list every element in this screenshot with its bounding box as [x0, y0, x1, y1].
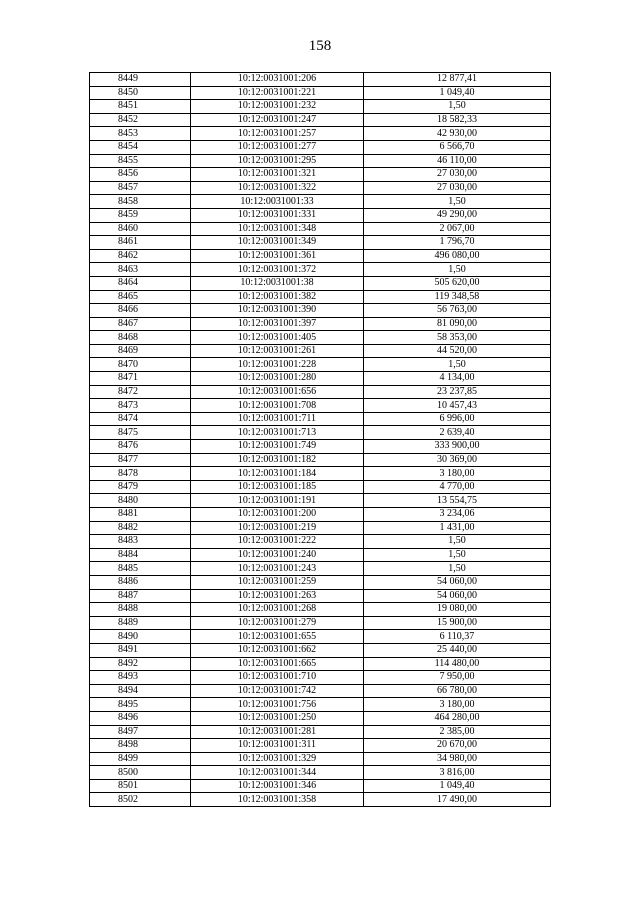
table-body	[90, 73, 551, 807]
table-row	[90, 440, 551, 454]
table-row	[90, 630, 551, 644]
value-cell: 3 816,00	[364, 766, 551, 780]
cadastral-number-cell: 10:12:0031001:221	[191, 86, 364, 100]
value-cell: 4 770,00	[364, 480, 551, 494]
value-cell: 496 080,00	[364, 249, 551, 263]
cadastral-number-cell: 10:12:0031001:33	[191, 195, 364, 209]
row-number-cell: 8454	[90, 140, 191, 154]
row-number-cell: 8474	[90, 412, 191, 426]
table-row	[90, 412, 551, 426]
table-row	[90, 711, 551, 725]
row-number-cell: 8459	[90, 208, 191, 222]
row-number-cell: 8483	[90, 535, 191, 549]
value-cell: 18 582,33	[364, 113, 551, 127]
value-cell: 1,50	[364, 263, 551, 277]
row-number-cell: 8492	[90, 657, 191, 671]
row-number-cell: 8488	[90, 603, 191, 617]
table-row	[90, 752, 551, 766]
row-number-cell: 8501	[90, 779, 191, 793]
table-row	[90, 793, 551, 807]
cadastral-number-cell: 10:12:0031001:344	[191, 766, 364, 780]
row-number-cell: 8468	[90, 331, 191, 345]
cadastral-number-cell: 10:12:0031001:397	[191, 317, 364, 331]
cadastral-number-cell: 10:12:0031001:182	[191, 453, 364, 467]
row-number-cell: 8477	[90, 453, 191, 467]
row-number-cell: 8451	[90, 100, 191, 114]
table-row	[90, 671, 551, 685]
table-row	[90, 236, 551, 250]
table-row	[90, 480, 551, 494]
cadastral-number-cell: 10:12:0031001:232	[191, 100, 364, 114]
value-cell: 6 110,37	[364, 630, 551, 644]
cadastral-number-cell: 10:12:0031001:240	[191, 548, 364, 562]
value-cell: 17 490,00	[364, 793, 551, 807]
value-cell: 12 877,41	[364, 73, 551, 87]
table-row	[90, 290, 551, 304]
cadastral-value-table	[89, 72, 551, 807]
cadastral-number-cell: 10:12:0031001:281	[191, 725, 364, 739]
cadastral-number-cell: 10:12:0031001:259	[191, 575, 364, 589]
value-cell: 114 480,00	[364, 657, 551, 671]
table-row	[90, 344, 551, 358]
value-cell: 7 950,00	[364, 671, 551, 685]
value-cell: 119 348,58	[364, 290, 551, 304]
row-number-cell: 8490	[90, 630, 191, 644]
cadastral-number-cell: 10:12:0031001:191	[191, 494, 364, 508]
cadastral-number-cell: 10:12:0031001:372	[191, 263, 364, 277]
row-number-cell: 8498	[90, 739, 191, 753]
cadastral-number-cell: 10:12:0031001:331	[191, 208, 364, 222]
table-row	[90, 562, 551, 576]
value-cell: 6 566,70	[364, 140, 551, 154]
row-number-cell: 8462	[90, 249, 191, 263]
table-row	[90, 208, 551, 222]
row-number-cell: 8495	[90, 698, 191, 712]
table-row	[90, 603, 551, 617]
table-row	[90, 684, 551, 698]
row-number-cell: 8496	[90, 711, 191, 725]
cadastral-number-cell: 10:12:0031001:349	[191, 236, 364, 250]
value-cell: 54 060,00	[364, 575, 551, 589]
value-cell: 81 090,00	[364, 317, 551, 331]
row-number-cell: 8493	[90, 671, 191, 685]
row-number-cell: 8502	[90, 793, 191, 807]
cadastral-number-cell: 10:12:0031001:361	[191, 249, 364, 263]
table-row	[90, 140, 551, 154]
cadastral-number-cell: 10:12:0031001:665	[191, 657, 364, 671]
cadastral-number-cell: 10:12:0031001:219	[191, 521, 364, 535]
row-number-cell: 8499	[90, 752, 191, 766]
value-cell: 1 431,00	[364, 521, 551, 535]
row-number-cell: 8461	[90, 236, 191, 250]
cadastral-number-cell: 10:12:0031001:277	[191, 140, 364, 154]
row-number-cell: 8500	[90, 766, 191, 780]
cadastral-number-cell: 10:12:0031001:322	[191, 181, 364, 195]
value-cell: 27 030,00	[364, 168, 551, 182]
row-number-cell: 8450	[90, 86, 191, 100]
table-row	[90, 127, 551, 141]
value-cell: 1,50	[364, 548, 551, 562]
row-number-cell: 8481	[90, 508, 191, 522]
row-number-cell: 8465	[90, 290, 191, 304]
row-number-cell: 8485	[90, 562, 191, 576]
cadastral-number-cell: 10:12:0031001:38	[191, 276, 364, 290]
row-number-cell: 8476	[90, 440, 191, 454]
cadastral-number-cell: 10:12:0031001:329	[191, 752, 364, 766]
cadastral-number-cell: 10:12:0031001:280	[191, 372, 364, 386]
row-number-cell: 8480	[90, 494, 191, 508]
row-number-cell: 8489	[90, 616, 191, 630]
value-cell: 20 670,00	[364, 739, 551, 753]
table-row	[90, 113, 551, 127]
cadastral-number-cell: 10:12:0031001:261	[191, 344, 364, 358]
value-cell: 2 067,00	[364, 222, 551, 236]
row-number-cell: 8466	[90, 304, 191, 318]
cadastral-number-cell: 10:12:0031001:321	[191, 168, 364, 182]
table-row	[90, 508, 551, 522]
table-row	[90, 575, 551, 589]
table-row	[90, 548, 551, 562]
row-number-cell: 8449	[90, 73, 191, 87]
value-cell: 44 520,00	[364, 344, 551, 358]
table-row	[90, 739, 551, 753]
value-cell: 56 763,00	[364, 304, 551, 318]
value-cell: 1 049,40	[364, 779, 551, 793]
cadastral-number-cell: 10:12:0031001:390	[191, 304, 364, 318]
table-row	[90, 317, 551, 331]
cadastral-number-cell: 10:12:0031001:742	[191, 684, 364, 698]
value-cell: 2 639,40	[364, 426, 551, 440]
table-row	[90, 453, 551, 467]
value-cell: 23 237,85	[364, 385, 551, 399]
cadastral-number-cell: 10:12:0031001:200	[191, 508, 364, 522]
row-number-cell: 8463	[90, 263, 191, 277]
row-number-cell: 8473	[90, 399, 191, 413]
row-number-cell: 8452	[90, 113, 191, 127]
table-row	[90, 589, 551, 603]
table-row	[90, 73, 551, 87]
row-number-cell: 8464	[90, 276, 191, 290]
value-cell: 1 796,70	[364, 236, 551, 250]
table-row	[90, 358, 551, 372]
row-number-cell: 8472	[90, 385, 191, 399]
cadastral-number-cell: 10:12:0031001:711	[191, 412, 364, 426]
table-row	[90, 657, 551, 671]
value-cell: 1 049,40	[364, 86, 551, 100]
value-cell: 25 440,00	[364, 643, 551, 657]
value-cell: 27 030,00	[364, 181, 551, 195]
cadastral-number-cell: 10:12:0031001:656	[191, 385, 364, 399]
table-row	[90, 276, 551, 290]
value-cell: 1,50	[364, 562, 551, 576]
table-row	[90, 467, 551, 481]
table-row	[90, 779, 551, 793]
value-cell: 333 900,00	[364, 440, 551, 454]
value-cell: 1,50	[364, 195, 551, 209]
value-cell: 6 996,00	[364, 412, 551, 426]
table-row	[90, 154, 551, 168]
value-cell: 464 280,00	[364, 711, 551, 725]
value-cell: 46 110,00	[364, 154, 551, 168]
cadastral-number-cell: 10:12:0031001:405	[191, 331, 364, 345]
value-cell: 15 900,00	[364, 616, 551, 630]
value-cell: 1,50	[364, 358, 551, 372]
value-cell: 58 353,00	[364, 331, 551, 345]
row-number-cell: 8497	[90, 725, 191, 739]
value-cell: 54 060,00	[364, 589, 551, 603]
value-cell: 30 369,00	[364, 453, 551, 467]
table-row	[90, 263, 551, 277]
value-cell: 49 290,00	[364, 208, 551, 222]
cadastral-number-cell: 10:12:0031001:295	[191, 154, 364, 168]
value-cell: 42 930,00	[364, 127, 551, 141]
table-row	[90, 766, 551, 780]
row-number-cell: 8486	[90, 575, 191, 589]
cadastral-number-cell: 10:12:0031001:756	[191, 698, 364, 712]
table-row	[90, 399, 551, 413]
table-row	[90, 181, 551, 195]
cadastral-number-cell: 10:12:0031001:348	[191, 222, 364, 236]
row-number-cell: 8469	[90, 344, 191, 358]
cadastral-number-cell: 10:12:0031001:311	[191, 739, 364, 753]
row-number-cell: 8479	[90, 480, 191, 494]
row-number-cell: 8453	[90, 127, 191, 141]
cadastral-number-cell: 10:12:0031001:243	[191, 562, 364, 576]
cadastral-number-cell: 10:12:0031001:247	[191, 113, 364, 127]
row-number-cell: 8475	[90, 426, 191, 440]
value-cell: 1,50	[364, 535, 551, 549]
row-number-cell: 8455	[90, 154, 191, 168]
cadastral-number-cell: 10:12:0031001:257	[191, 127, 364, 141]
row-number-cell: 8471	[90, 372, 191, 386]
cadastral-number-cell: 10:12:0031001:279	[191, 616, 364, 630]
table-row	[90, 426, 551, 440]
value-cell: 3 180,00	[364, 467, 551, 481]
row-number-cell: 8470	[90, 358, 191, 372]
table-row	[90, 222, 551, 236]
cadastral-number-cell: 10:12:0031001:708	[191, 399, 364, 413]
table-row	[90, 616, 551, 630]
value-cell: 3 180,00	[364, 698, 551, 712]
row-number-cell: 8458	[90, 195, 191, 209]
table-row	[90, 168, 551, 182]
row-number-cell: 8460	[90, 222, 191, 236]
value-cell: 2 385,00	[364, 725, 551, 739]
table-row	[90, 521, 551, 535]
value-cell: 10 457,43	[364, 399, 551, 413]
row-number-cell: 8484	[90, 548, 191, 562]
value-cell: 66 780,00	[364, 684, 551, 698]
cadastral-number-cell: 10:12:0031001:382	[191, 290, 364, 304]
cadastral-number-cell: 10:12:0031001:228	[191, 358, 364, 372]
cadastral-number-cell: 10:12:0031001:184	[191, 467, 364, 481]
table-row	[90, 195, 551, 209]
cadastral-number-cell: 10:12:0031001:710	[191, 671, 364, 685]
cadastral-number-cell: 10:12:0031001:222	[191, 535, 364, 549]
value-cell: 13 554,75	[364, 494, 551, 508]
row-number-cell: 8456	[90, 168, 191, 182]
cadastral-number-cell: 10:12:0031001:358	[191, 793, 364, 807]
row-number-cell: 8491	[90, 643, 191, 657]
table-row	[90, 100, 551, 114]
cadastral-number-cell: 10:12:0031001:662	[191, 643, 364, 657]
row-number-cell: 8494	[90, 684, 191, 698]
cadastral-number-cell: 10:12:0031001:206	[191, 73, 364, 87]
table-row	[90, 698, 551, 712]
table-row	[90, 331, 551, 345]
row-number-cell: 8467	[90, 317, 191, 331]
table-row	[90, 304, 551, 318]
table-row	[90, 385, 551, 399]
value-cell: 1,50	[364, 100, 551, 114]
table-row	[90, 725, 551, 739]
table-row	[90, 86, 551, 100]
cadastral-number-cell: 10:12:0031001:250	[191, 711, 364, 725]
row-number-cell: 8478	[90, 467, 191, 481]
table-row	[90, 535, 551, 549]
value-cell: 505 620,00	[364, 276, 551, 290]
value-cell: 3 234,06	[364, 508, 551, 522]
table-row	[90, 249, 551, 263]
table-row	[90, 643, 551, 657]
table-row	[90, 372, 551, 386]
table-row	[90, 494, 551, 508]
cadastral-number-cell: 10:12:0031001:268	[191, 603, 364, 617]
cadastral-number-cell: 10:12:0031001:263	[191, 589, 364, 603]
row-number-cell: 8482	[90, 521, 191, 535]
cadastral-number-cell: 10:12:0031001:346	[191, 779, 364, 793]
cadastral-number-cell: 10:12:0031001:713	[191, 426, 364, 440]
value-cell: 19 080,00	[364, 603, 551, 617]
cadastral-number-cell: 10:12:0031001:749	[191, 440, 364, 454]
page-number: 158	[308, 38, 332, 54]
value-cell: 34 980,00	[364, 752, 551, 766]
row-number-cell: 8457	[90, 181, 191, 195]
row-number-cell: 8487	[90, 589, 191, 603]
value-cell: 4 134,00	[364, 372, 551, 386]
cadastral-number-cell: 10:12:0031001:185	[191, 480, 364, 494]
cadastral-number-cell: 10:12:0031001:655	[191, 630, 364, 644]
